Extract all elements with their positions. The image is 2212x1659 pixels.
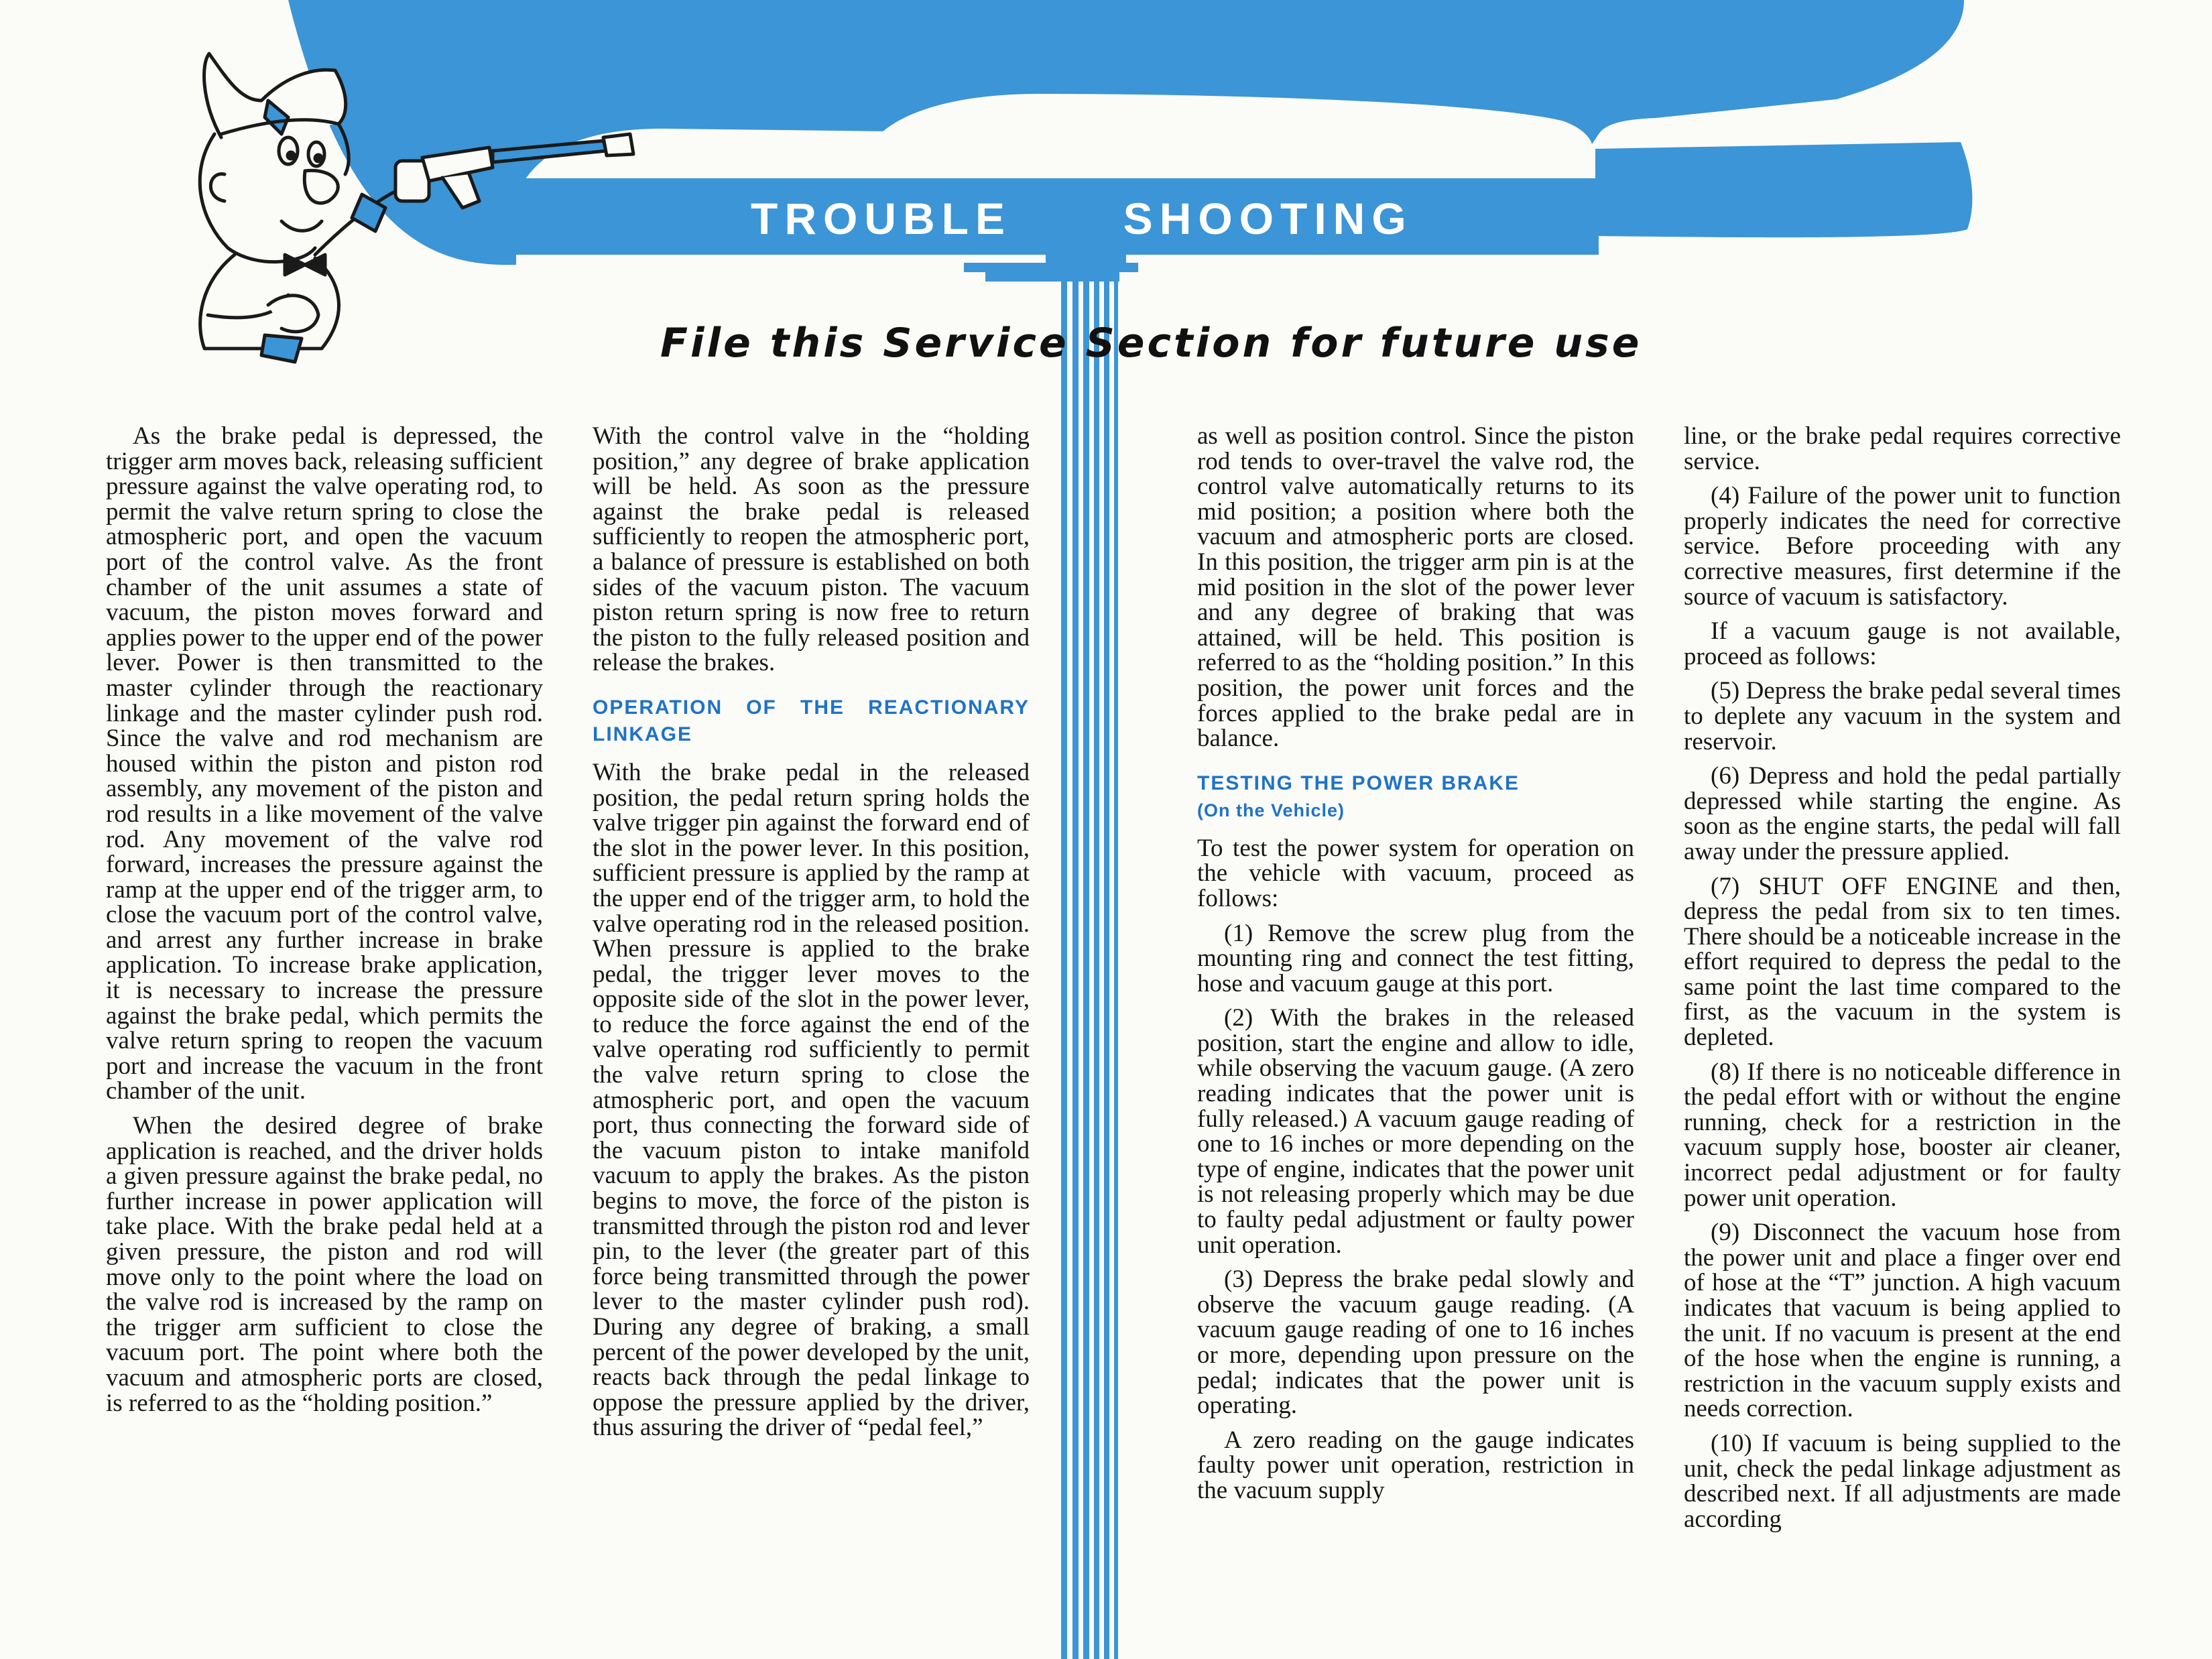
body-paragraph: (1) Remove the screw plug from the mounting ring and connect the test fitting, hose and vacuum gauge at this port. [1197,919,1634,997]
body-paragraph: (9) Disconnect the vacuum hose from the power unit and place a finger over end of hose at the “T” junction. A high vacuum indicates that vacuum is being applied to the unit. If no vacuum is present at the end of the hose when the engine is running, a restriction in the vacuum supply exists and needs correction. [1684,1219,2121,1423]
body-paragraph: A zero reading on the gauge indicates faulty power unit operation, restriction in the vacuum supply [1197,1426,1634,1504]
t-connector [964,263,1138,272]
body-paragraph: (10) If vacuum is being supplied to the unit, check the pedal linkage adjustment as described next. If all adjustments are made according [1684,1429,2121,1533]
text-column-2 [593,424,1030,1450]
body-paragraph: (7) SHUT OFF ENGINE and then, depress the pedal from six to ten times. There should be a noticeable increase in the effort required to depress the pedal to the same point the last time compared to the first, as the vacuum in the system is depleted. [1684,872,2121,1052]
body-paragraph: (5) Depress the brake pedal several times to deplete any vacuum in the system and reservoir. [1684,677,2121,755]
banner-tail [1595,142,1972,237]
body-paragraph: As the brake pedal is depressed, the trigger arm moves back, releasing sufficient pressure against the valve operating rod, to permit the valve return spring to close the atmospheric port, and open the vacuum port of the control valve. As the front chamber of the unit assumes a state of vacuum, the piston moves forward and applies power to the upper end of the power lever. Power is then transmitted to the master cylinder through the reactionary linkage and the master cylinder push rod. Since the valve and rod mechanism are housed within the piston and piston rod assembly, any movement of the piston and rod results in a like movement of the valve rod. Any movement of the valve rod forward, increases the pressure against the ramp at the upper end of the trigger arm, to close the vacuum port of the control valve, and arrest any further increase in brake application. To increase brake application, it is necessary to increase the pressure against the brake pedal, which permits the valve return spring to reopen the vacuum port and increase the vacuum in the front chamber of the unit. [106,422,543,1105]
title-word-trouble: TROUBLE [751,194,1011,243]
section-heading [593,694,1030,748]
body-paragraph: To test the power system for operation on the vehicle with vacuum, proceed as follows: [1197,834,1634,912]
title-word-shooting: SHOOTING [1123,194,1413,243]
banner-title [751,193,1515,244]
body-paragraph: line, or the brake pedal requires corrective service. [1684,422,2121,475]
body-paragraph: (4) Failure of the power unit to function properly indicates the need for corrective service. Before proceeding with any corrective measures, first determine if the source of vacuum is satisfactory. [1684,482,2121,611]
body-paragraph: If a vacuum gauge is not available, proceed as follows: [1684,617,2121,670]
body-paragraph: (6) Depress and hold the pedal partially depressed while starting the engine. As soon as the engine starts, the pedal will fall away under the pressure applied. [1684,762,2121,865]
body-paragraph: When the desired degree of brake application is reached, and the driver holds a given pressure against the brake pedal, no further increase in power application will take place. With the brake pedal held at a given pressure, the piston and rod will move only to the point where the load on the valve rod is increased by the ramp on the trigger arm sufficient to close the vacuum port. The point where both the vacuum and atmospheric ports are closed, is referred to as the “holding position.” [106,1112,543,1417]
section-heading-text: OPERATION OF THE REACTIONARY LINKAGE [593,696,1030,745]
page-subtitle: File this Service Section for future use [660,320,1642,367]
body-paragraph: (3) Depress the brake pedal slowly and observe the vacuum gauge reading. (A vacuum gauge reading of one to 16 inches or more, depending upon pressure on the pedal; indicates that the power unit is operating. [1197,1266,1634,1420]
body-paragraph: (2) With the brakes in the released position, start the engine and allow to idle, while observing the vacuum gauge. (A zero reading indicates that the power unit is fully released.) A vacuum gauge reading of one to 16 inches or more depending on the type of engine, indicates that the power unit is not releasing properly which may be due to faulty pedal adjustment or faulty power unit operation. [1197,1004,1634,1259]
body-paragraph: (8) If there is no noticeable difference in the pedal effort with or without the engine running, check for a restriction in the vacuum supply hose, booster air cleaner, incorrect pedal adjustment or for faulty power unit operation. [1684,1058,2121,1212]
section-subheading: (On the Vehicle) [1197,800,1345,820]
body-paragraph: With the brake pedal in the released position, the pedal return spring holds the valve trigger pin against the forward end of the slot in the power lever. In this position, sufficient pressure is applied by the ramp at the upper end of the trigger arm, to hold the valve operating rod in the released position. When pressure is applied to the brake pedal, the trigger lever moves to the opposite side of the slot in the power lever, to reduce the force against the end of the valve operating rod sufficiently to permit the valve return spring to close the atmospheric port, and open the vacuum port, thus connecting the forward side of the vacuum piston to intake manifold vacuum to apply the brakes. As the piston begins to move, the force of the piston is transmitted through the piston rod and lever pin, to the lever (the greater part of this force being transmitted through the power lever to the master cylinder push rod). During any degree of braking, a small percent of the power developed by the unit, reacts back through the pedal linkage to oppose the pressure applied by the driver, thus assuring the driver of “pedal feel,” [593,758,1030,1442]
body-paragraph: With the control valve in the “holding position,” any degree of brake application will be held. As soon as the pressure against the brake pedal is released sufficiently to reopen the atmospheric port, a balance of pressure is established on both sides of the vacuum piston. The vacuum piston return spring is now free to return the piston to the fully released position and release the brakes. [593,422,1030,677]
text-column-1 [106,424,543,1425]
body-paragraph: as well as position control. Since the piston rod tends to over-travel the valve rod, the control valve automatically returns to its mid position; a position where both the vacuum and atmospheric ports are closed. In this position, the trigger arm pin is at the mid position in the slot of the power lever and any degree of braking that was attained, will be held. This position is referred to as the “holding position.” In this position, the power unit forces and the forces applied to the brake pedal are in balance. [1197,422,1634,753]
center-divider-stripes [1061,282,1118,1659]
text-column-3 [1197,424,1634,1513]
text-column-4 [1684,424,2121,1541]
section-heading-text: TESTING THE POWER BRAKE [1197,772,1520,794]
section-heading [1197,770,1634,824]
